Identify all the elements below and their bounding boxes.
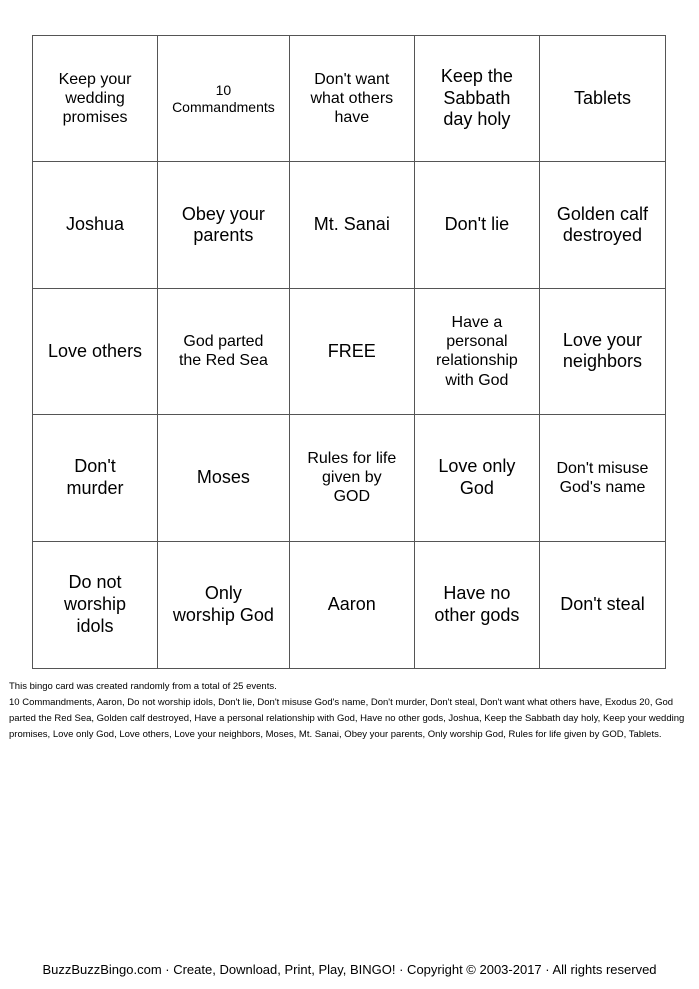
bingo-cell: Tablets <box>540 36 665 162</box>
card-summary: This bingo card was created randomly from a total of 25 events. <box>9 681 277 692</box>
bingo-cell: Love others <box>33 289 158 415</box>
bingo-cell: Rules for life given by GOD <box>290 415 415 541</box>
bingo-cell: 10 Commandments <box>158 36 290 162</box>
bingo-cell: Don't steal <box>560 594 645 614</box>
events-list: 10 Commandments, Aaron, Do not worship idols, Don't lie, Don't misuse God's name, Don't murder, Don't steal, Don't want what others have, Exodus 20, God parted the Red Sea, Golden calf destroyed, Have a personal relationship with God, Have no other gods, Joshua, Keep the Sabbath day holy, Keep your wedding promises, Love only God, Love others, Love your neighbors, Moses, Mt. Sanai, Obey your parents, Only worship God, Rules for life given by GOD, Tablets. <box>9 697 685 740</box>
bingo-cell: God parted the Red Sea <box>158 289 290 415</box>
bingo-cell: Obey your parents <box>158 162 290 288</box>
bingo-cell: Don't misuse God's name <box>540 415 665 541</box>
bingo-grid <box>32 35 666 669</box>
bingo-cell: Do not worship idols <box>33 542 158 668</box>
bingo-cell: Love your neighbors <box>540 289 665 415</box>
bingo-cell: Keep the Sabbath day holy <box>415 36 540 162</box>
bingo-cell: Don't lie <box>415 162 540 288</box>
bingo-cell: Don't murder <box>33 415 158 541</box>
bingo-cell: Have no other gods <box>415 542 540 668</box>
bingo-cell: Moses <box>158 415 290 541</box>
bingo-cell: Love only God <box>415 415 540 541</box>
bingo-cell: Mt. Sanai <box>290 162 415 288</box>
bingo-cell: Don't want what others have <box>290 36 415 162</box>
bingo-cell: Keep your wedding promises <box>33 36 158 162</box>
bingo-cell: Only worship God <box>158 542 290 668</box>
card-info <box>9 679 694 743</box>
bingo-cell: Joshua <box>33 162 158 288</box>
bingo-cell-free: FREE <box>290 289 415 415</box>
bingo-cell: Golden calf destroyed <box>540 162 665 288</box>
footer-copyright: BuzzBuzzBingo.com · Create, Download, Print, Play, BINGO! · Copyright © 2003-2017 · All rights reserved <box>42 962 657 977</box>
bingo-cell: Aaron <box>290 542 415 668</box>
bingo-cell: Have a personal relationship with God <box>415 289 540 415</box>
